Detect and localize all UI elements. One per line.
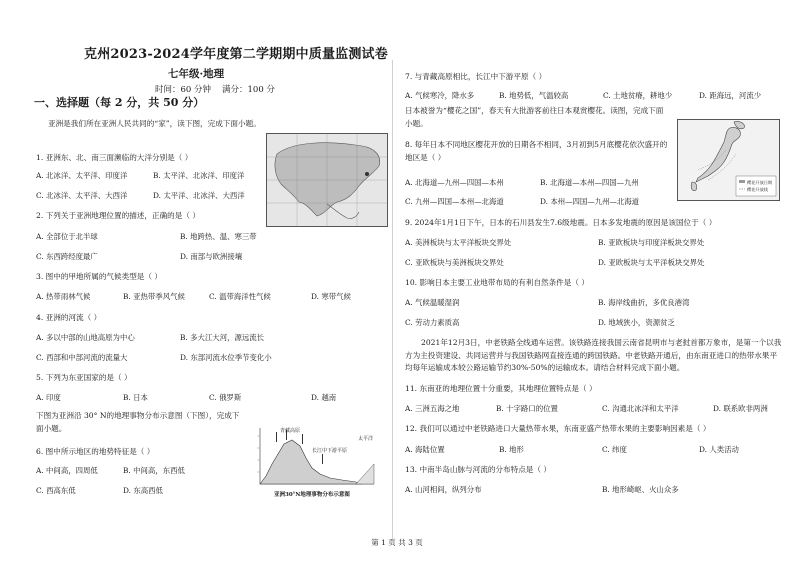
option[interactable]: D. 太平洋、北冰洋、大西洋 <box>153 191 245 200</box>
question-3: 3. 图中的甲地所属的气候类型是（ ） <box>36 272 162 281</box>
option[interactable]: C. 温带海洋性气候 <box>209 292 271 301</box>
option[interactable]: C. 俄罗斯 <box>209 393 242 402</box>
intro-q6: 下图为亚洲沿 30° N的地理事物分布示意图（下图），完成下面小题。 <box>36 411 240 433</box>
option[interactable]: A. 印度 <box>36 393 61 402</box>
option[interactable]: D. 寒带气候 <box>311 292 351 301</box>
profile-caption: 亚洲30°N地理事物分布示意图 <box>274 492 350 498</box>
exam-time: 时间：60 分钟 <box>155 85 212 95</box>
terrain-profile-figure <box>252 424 378 502</box>
japan-legend-item: 樱花开放线 <box>747 187 768 192</box>
option[interactable]: B. 多大江大河，源远流长 <box>180 333 265 342</box>
option[interactable]: B. 地形 <box>499 445 524 454</box>
option[interactable]: C. 亚欧板块与美洲板块交界处 <box>405 258 504 267</box>
profile-label: 太平洋 <box>358 436 374 442</box>
exam-subtitle: 七年级·地理 <box>168 68 225 80</box>
option[interactable]: D. 东部河流水位季节变化小 <box>180 353 272 362</box>
question-11: 11. 东南亚的地理位置十分重要，其地理位置特点是（ ） <box>405 384 597 393</box>
option[interactable]: D. 亚欧板块与太平洋板块交界处 <box>598 258 705 267</box>
question-5: 5. 下列为东亚国家的是（ ） <box>36 373 132 382</box>
option[interactable]: A. 全部位于北半球 <box>36 232 98 241</box>
option[interactable]: D. 联系欧非两洲 <box>713 404 768 413</box>
question-4: 4. 亚洲的河流（ ） <box>36 313 102 322</box>
question-1: 1. 亚洲东、北、南三面濒临的大洋分别是（ ） <box>36 153 193 162</box>
section-heading: 一、选择题（每 2 分，共 50 分） <box>34 96 205 109</box>
question-13: 13. 中南半岛山脉与河流的分布特点是（ ） <box>405 465 551 474</box>
exam-score: 满分：100 分 <box>222 85 275 95</box>
option[interactable]: C. 西高东低 <box>36 486 76 495</box>
section-intro: 亚洲是我们所在亚洲人民共同的“家”，读下图，完成下面小题。 <box>48 119 261 128</box>
exam-title: 克州2023-2024学年度第二学期期中质量监测试卷 <box>84 47 388 62</box>
option[interactable]: D. 本州—四国—九州—北海道 <box>540 197 640 206</box>
question-8: 8. 每年日本不同地区樱花开放的日期各不相同，3月初到5月底樱花依次盛开的地区是（ ） <box>405 140 668 162</box>
railway-passage: 2021年12月3日，中老铁路全线通车运营。该铁路连接我国云南省昆明市与老挝首都万象市，是第一个以我方为主投资建设、共同运营并与我国铁路网直接连通的跨国铁路。中老铁路开通后，由东南亚进口的热带水果平均每年运输成本较公路运输节约30%-50%的运输成本。请结合材料完成下面小题。 <box>405 338 782 372</box>
profile-label: 长江中下游平原 <box>312 448 348 454</box>
option[interactable]: A. 中间高，四周低 <box>36 466 98 475</box>
option[interactable]: C. 纬度 <box>602 445 627 454</box>
question-2: 2. 下列关于亚洲地理位置的描述，正确的是（ ） <box>36 211 200 220</box>
option[interactable]: A. 北冰洋、太平洋、印度洋 <box>36 171 128 180</box>
option[interactable]: A. 海陆位置 <box>405 445 445 454</box>
option[interactable]: A. 美洲板块与太平洋板块交界处 <box>405 238 512 247</box>
option[interactable]: D. 东高西低 <box>123 486 163 495</box>
option[interactable]: A. 热带雨林气候 <box>36 292 91 301</box>
japan-intro: 日本被誉为“樱花之国”，春天有大批游客前往日本观赏樱花。读图，完成下面小题。 <box>405 106 664 128</box>
asia-map-graphic <box>267 134 387 226</box>
question-7: 7. 与青藏高原相比，长江中下游平原（ ） <box>405 72 547 81</box>
option[interactable]: D. 人类活动 <box>699 445 739 454</box>
option[interactable]: A. 气候温暖湿润 <box>405 298 460 307</box>
page-footer: 第 1 页 共 3 页 <box>371 538 423 547</box>
option[interactable]: C. 西部和中部河流的流量大 <box>36 353 128 362</box>
option[interactable]: C. 北冰洋、太平洋、大西洋 <box>36 191 128 200</box>
option[interactable]: B. 北海道—本州—四国—九州 <box>540 178 639 187</box>
option[interactable]: A. 气候寒冷，降水多 <box>405 91 475 100</box>
option[interactable]: A. 山河相间，纵列分布 <box>405 485 482 494</box>
option[interactable]: D. 南部与欧洲接壤 <box>180 252 243 261</box>
option[interactable]: D. 越南 <box>311 393 337 402</box>
japan-legend-item: 樱花开放日期 <box>747 180 773 185</box>
option[interactable]: B. 亚热带季风气候 <box>123 292 185 301</box>
option[interactable]: B. 日本 <box>123 393 148 402</box>
option[interactable]: B. 太平洋、北冰洋、印度洋 <box>153 171 245 180</box>
option[interactable]: B. 中间高，东西低 <box>123 466 185 475</box>
question-6: 6. 图中所示地区的地势特征是（ ） <box>36 447 155 456</box>
option[interactable]: A. 多以中部的山地高原为中心 <box>36 333 135 342</box>
option[interactable]: A. 三洲五海之地 <box>405 404 460 413</box>
question-12: 12. 我们可以通过中老铁路进口大量热带水果，东南亚盛产热带水果的主要影响因素是（ ） <box>405 424 711 433</box>
question-9: 9. 2024年1月1日下午，日本的石川县发生7.6级地震。日本多发地震的原因是该国位于（ ） <box>405 218 717 227</box>
question-10: 10. 影响日本主要工业地带布局的有利自然条件是（ ） <box>405 278 589 287</box>
option[interactable]: C. 东西跨经度最广 <box>36 252 98 261</box>
option[interactable]: B. 十字路口的位置 <box>496 404 558 413</box>
option[interactable]: A. 北海道—九州—四国—本州 <box>405 178 504 187</box>
profile-label: 青藏高原 <box>280 428 301 434</box>
japan-map <box>677 119 780 201</box>
option[interactable]: C. 土地贫瘠，耕地少 <box>603 91 673 100</box>
option[interactable]: B. 亚欧板块与印度洋板块交界处 <box>598 238 705 247</box>
asia-map <box>266 133 388 227</box>
option[interactable]: D. 距海远，河流少 <box>699 91 762 100</box>
option[interactable]: B. 地势低，气温较高 <box>499 91 569 100</box>
option[interactable]: C. 九州—四国—本州—北海道 <box>405 197 504 206</box>
option[interactable]: C. 劳动力素质高 <box>405 318 460 327</box>
option[interactable]: D. 地域狭小，资源贫乏 <box>598 318 675 327</box>
option[interactable]: B. 海岸线曲折，多优良港湾 <box>598 298 690 307</box>
column-divider <box>392 60 393 540</box>
option[interactable]: C. 沟通北冰洋和太平洋 <box>602 404 679 413</box>
option[interactable]: B. 地形崎岖、火山众多 <box>602 485 679 494</box>
option[interactable]: B. 地跨热、温、寒三带 <box>180 232 257 241</box>
